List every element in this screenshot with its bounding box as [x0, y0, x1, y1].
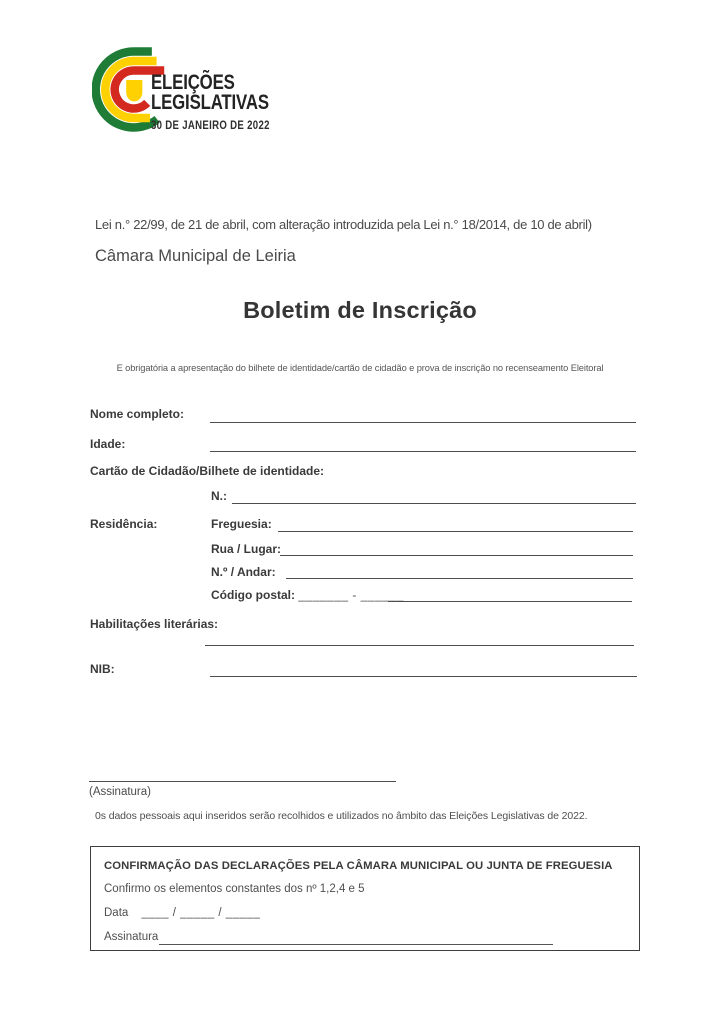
- field-label-andar: N.º / Andar:: [211, 565, 276, 579]
- confirmation-signature-label: Assinatura: [104, 931, 159, 943]
- field-label-nib: NIB:: [90, 662, 115, 676]
- input-line-rua: [280, 555, 633, 556]
- confirmation-statement: Confirmo os elementos constantes dos nº 1,2,4 e 5: [104, 883, 365, 895]
- shield-icon: [126, 80, 142, 101]
- signature-label: (Assinatura): [89, 786, 151, 798]
- input-line-nome: [210, 422, 636, 423]
- input-line-codigo-postal: [388, 601, 632, 602]
- page-title: Boletim de Inscrição: [243, 297, 477, 323]
- field-label-rua: Rua / Lugar:: [211, 542, 282, 556]
- law-reference: Lei n.° 22/99, de 21 de abril, com alteração introduzida pela Lei n.° 18/2014, de 10 de abril): [95, 217, 592, 232]
- signature-line: [89, 781, 396, 782]
- notice-text: E obrigatória a apresentação do bilhete de identidade/cartão de cidadão e prova de inscrição no recenseamento Eleitoral: [116, 363, 604, 373]
- field-label-numero: N.:: [211, 489, 227, 503]
- input-line-habilitacoes: [205, 645, 634, 646]
- logo-title-line2: LEGISLATIVAS: [151, 91, 269, 114]
- input-line-numero: [232, 503, 636, 504]
- field-label-codigo-postal: [211, 588, 404, 602]
- input-line-nib: [210, 676, 637, 677]
- codigo-postal-blanks: _______ - ______: [298, 588, 404, 602]
- logo-date-line: 30 DE JANEIRO DE 2022: [151, 118, 270, 132]
- field-label-cartao: Cartão de Cidadão/Bilhete de identidade:: [90, 464, 325, 478]
- input-line-idade: [210, 451, 636, 452]
- elections-logo-text: [151, 73, 270, 132]
- field-label-nome: Nome completo:: [90, 407, 185, 421]
- field-label-habilitacoes: Habilitações literárias:: [90, 617, 219, 631]
- field-label-residencia: Residência:: [90, 517, 158, 531]
- codigo-postal-label-text: Código postal:: [211, 588, 295, 602]
- field-label-freguesia: Freguesia:: [211, 517, 272, 531]
- confirmation-signature-line: [159, 944, 553, 945]
- privacy-note: 0s dados pessoais aqui inseridos serão recolhidos e utilizados no âmbito das Eleições Legislativas de 2022.: [95, 810, 588, 822]
- field-label-idade: Idade:: [90, 437, 126, 451]
- confirmation-date-label: Data: [104, 907, 129, 919]
- confirmation-box: [90, 846, 640, 951]
- confirmation-date-blanks: ____ / _____ / _____: [141, 907, 261, 919]
- input-line-andar: [286, 578, 633, 579]
- municipality-name: Câmara Municipal de Leiria: [95, 247, 296, 265]
- input-line-freguesia: [278, 531, 633, 532]
- logo-title-line1: ELEIÇÕES: [151, 71, 235, 94]
- confirmation-title: CONFIRMAÇÃO DAS DECLARAÇÕES PELA CÂMARA MUNICIPAL OU JUNTA DE FREGUESIA: [104, 860, 613, 872]
- confirmation-date-row: [104, 907, 260, 919]
